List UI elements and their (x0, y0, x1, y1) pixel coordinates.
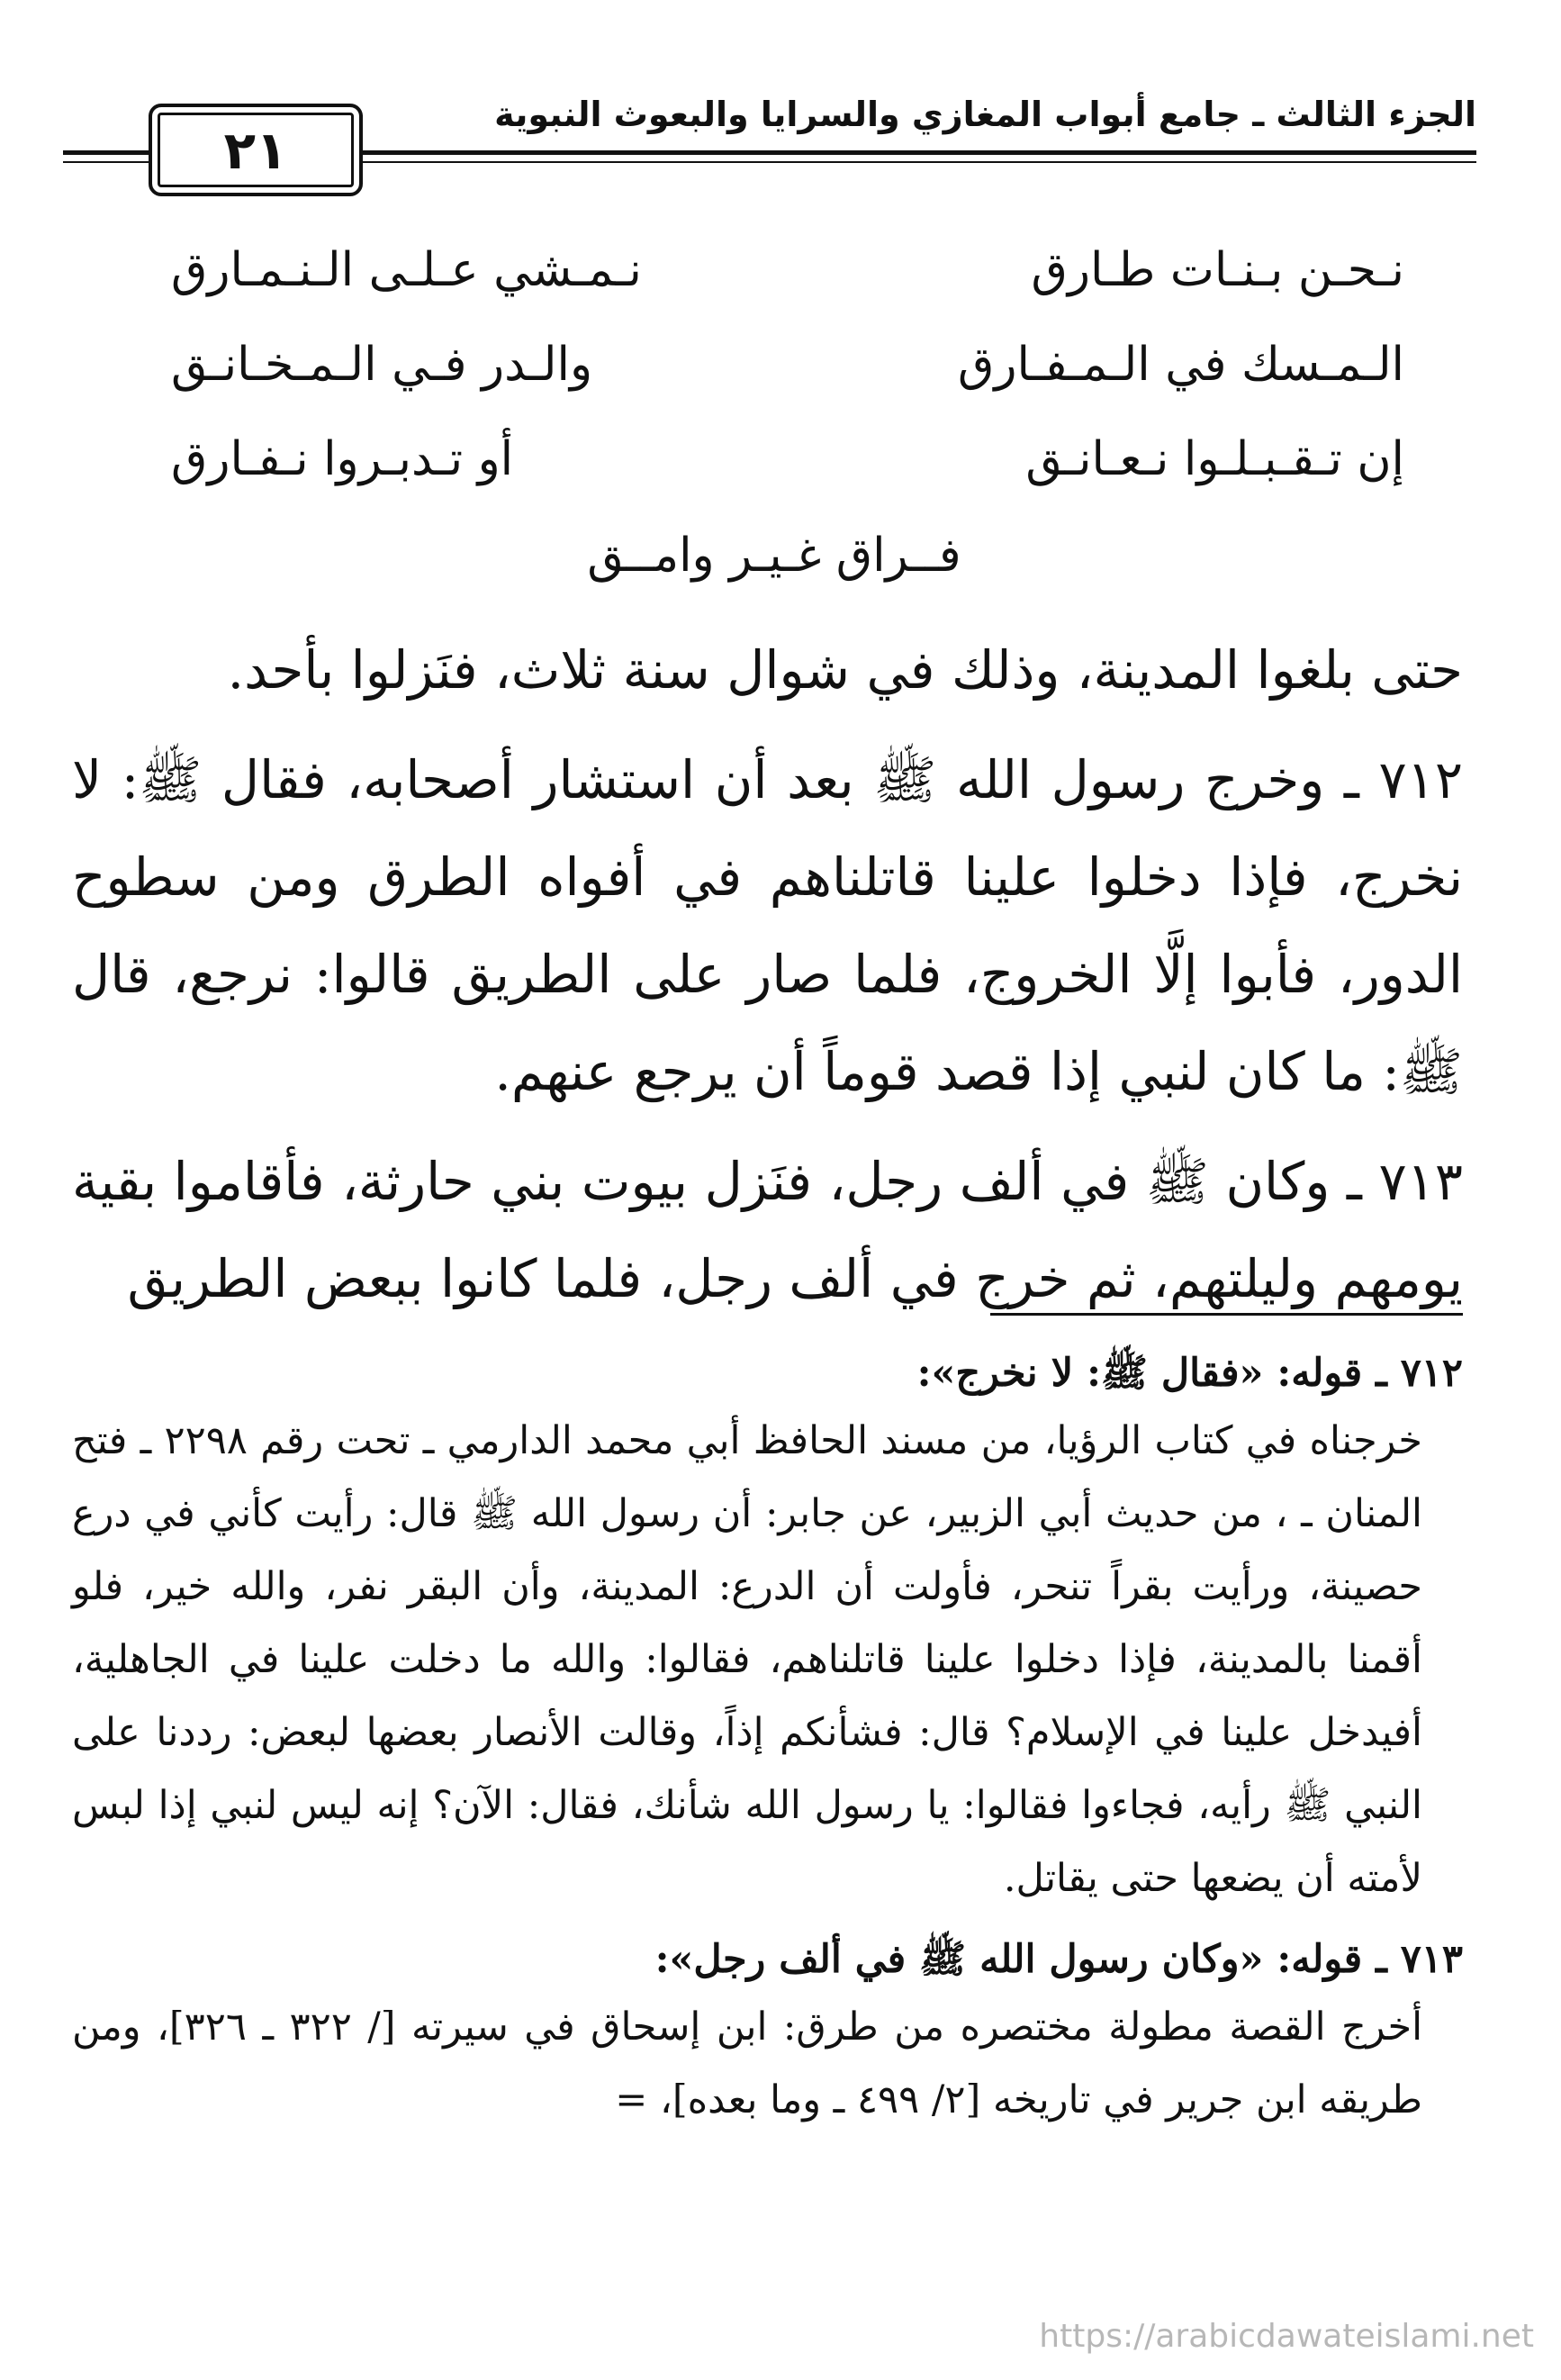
running-title: الجزء الثالث ـ جامع أبواب المغازي والسرايا والبعوث النبوية (494, 95, 1476, 134)
poem-verse (144, 338, 1404, 432)
poem-hemistich-first: نـحـن بـنـات طـارق (1031, 243, 1404, 297)
footnotes (72, 1342, 1463, 2149)
poem (144, 243, 1404, 619)
watermark-url: https://arabicdawateislami.net (1039, 2318, 1534, 2355)
paragraph-712: ٧١٢ ـ وخرج رسول الله ﷺ بعد أن استشار أصحابه، فقال ﷺ: لا نخرج، فإذا دخلوا علينا قاتلناهم في أفواه الطرق ومن سطوح الدور، فأبوا إلَّا الخروج، فلما صار على الطريق قالوا: نرجع، قال ﷺ: ما كان لنبي إذا قصد قوماً أن يرجع عنهم. (72, 749, 1463, 1102)
footnote-body-712: خرجناه في كتاب الرؤيا، من مسند الحافظ أبي محمد الدارمي ـ تحت رقم ٢٢٩٨ ـ فتح المنان ـ ، من حديث أبي الزبير، عن جابر: أن رسول الله ﷺ قال: رأيت كأني في درع حصينة، ورأيت بقراً تنحر، فأولت أن الدرع: المدينة، وأن البقر نفر، والله خير، فلو أقمنا بالمدينة، فإذا دخلوا علينا قاتلناهم، فقالوا: والله ما دخلت علينا في الجاهلية، أفيدخل علينا في الإسلام؟ قال: فشأنكم إذاً، وقالت الأنصار بعضها لبعض: رددنا على النبي ﷺ رأيه، فجاءوا فقالوا: يا رسول الله شأنك، فقال: الآن؟ إنه ليس لنبي إذا لبس لأمته أن يضعها حتى يقاتل. (72, 1418, 1422, 1901)
page-header (63, 86, 1476, 203)
poem-verse (144, 432, 1404, 527)
footnote-body-713: أخرج القصة مطولة مختصره من طرق: ابن إسحاق في سيرته [/ ٣٢٢ ـ ٣٢٦]، ومن طريقه ابن جرير في تاريخه [٢/ ٤٩٩ ـ وما بعده]، = (72, 2004, 1423, 2122)
poem-hemistich-second: أو تـدبـروا نـفـارق (171, 432, 514, 486)
poem-hemistich-first: الـمـسك في الـمـفـارق (958, 338, 1404, 392)
paragraph: حتى بلغوا المدينة، وذلك في شوال سنة ثلاث، فنَزلوا بأحد. (227, 639, 1463, 701)
poem-final-line: فــراق غـيـر وامــق (587, 529, 961, 583)
poem-verse (144, 243, 1404, 338)
footnote-heading-713: ٧١٣ ـ قوله: «وكان رسول الله ﷺ في ألف رجل»: (654, 1937, 1463, 1982)
footnote-heading-712: ٧١٢ ـ قوله: «فقال ﷺ: لا نخرج»: (916, 1351, 1463, 1396)
page-number-frame (149, 104, 363, 196)
poem-hemistich-first: إن تـقـبـلـوا نـعـانـق (1025, 432, 1404, 486)
page-number: ٢١ (223, 119, 288, 181)
paragraph-713: ٧١٣ ـ وكان ﷺ في ألف رجل، فنَزل بيوت بني حارثة، فأقاموا بقية يومهم وليلتهم، ثم خرج في ألف رجل، فلما كانوا ببعض الطريق (72, 1151, 1463, 1309)
footnote-separator (990, 1313, 1463, 1316)
poem-hemistich-second: نـمـشي عـلـى الـنـمـارق (171, 243, 642, 297)
poem-hemistich-second: والـدر فـي الـمـخـانـق (171, 338, 593, 392)
main-text (72, 621, 1463, 1340)
